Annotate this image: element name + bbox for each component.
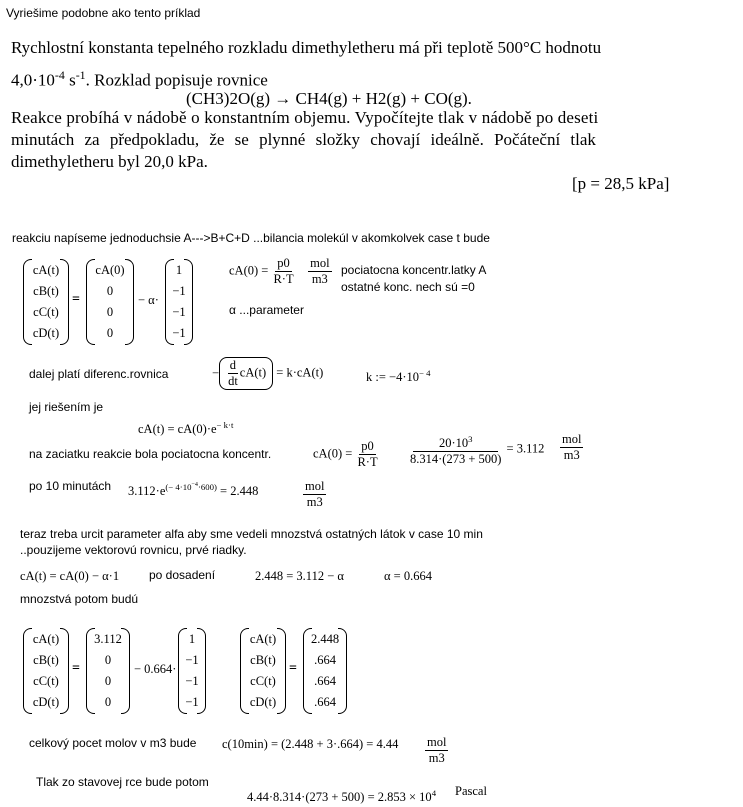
vec-result-2: .664	[314, 674, 336, 688]
rate-constant-value: 4,0·10	[11, 70, 55, 90]
vector-init-2	[86, 628, 130, 714]
vec2-lhs-cA: cA(t)	[32, 632, 60, 646]
vec2-coef-3: −1	[185, 695, 199, 709]
vec3-lhs-cD: cD(t)	[249, 695, 277, 709]
after-exp: (− 4·10	[165, 482, 192, 492]
pressure-label: Tlak zo stavovej rce bude potom	[36, 775, 209, 789]
vector-coef	[165, 259, 193, 345]
vec3-lhs-cA: cA(t)	[249, 632, 277, 646]
diff-paren	[219, 357, 273, 390]
vector-coef-2	[178, 628, 206, 714]
pressure-eq-text: 4.44·8.314·(273 + 500) = 2.853 × 10	[247, 790, 432, 805]
rate-exponent: -4	[54, 68, 65, 82]
k-exponent: − 4	[419, 368, 431, 378]
vec-init-2: 0	[106, 305, 114, 319]
vec2-coef-2: −1	[185, 674, 199, 688]
diff-eq-label: dalej platí diferenc.rovnica	[29, 367, 169, 381]
total-label: celkový pocet molov v m3 bude	[29, 736, 197, 750]
after-equation	[128, 482, 258, 499]
alpha-intro-1: teraz treba urcit parameter alfa aby sme vedeli mnozstvá ostatných látok v case 10 min	[20, 527, 483, 541]
vec-result-3: .664	[314, 695, 336, 709]
vec3-lhs-cC: cC(t)	[250, 674, 276, 688]
RT-den: R·T	[273, 272, 294, 286]
init-result: = 3.112	[506, 441, 545, 456]
rate-unit: s	[64, 70, 76, 90]
note-others-zero: ostatné konc. nech sú =0	[341, 280, 475, 294]
vec2-lhs-cB: cB(t)	[33, 653, 59, 667]
alpha-equation: cA(t) = cA(0) − α·1	[20, 569, 120, 583]
after-unit	[303, 479, 326, 510]
vec-result-0: 2.448	[310, 632, 340, 646]
after-unit-mol: mol	[305, 479, 325, 493]
cA0-lhs: cA(0) =	[229, 263, 269, 278]
init-cA0-lhs: cA(0) =	[313, 446, 353, 461]
vec2-coef-0: 1	[188, 632, 196, 646]
init-cA0	[313, 439, 380, 470]
unit-m3: m3	[311, 272, 328, 286]
note-initial-conc: pociatocna koncentr.latky A	[341, 263, 487, 277]
init-unit	[560, 432, 583, 463]
pascal-unit: Pascal	[455, 784, 487, 798]
diff-d: d	[229, 358, 237, 372]
diff-rhs: = k·cA(t)	[276, 365, 324, 380]
problem-line-1: Rychlostní konstanta tepelného rozkladu dimethyletheru má při teplotě 500°C hodnotu	[11, 38, 602, 57]
problem-line-4: Reakce probíhá v nádobě o konstantním objemu. Vypočítejte tlak v nádobě po deseti	[11, 108, 599, 127]
alpha-substituted: 2.448 = 3.112 − α	[255, 569, 344, 583]
after-base: 3.112·e	[128, 484, 166, 499]
header-text: Vyriešime podobne ako tento príklad	[6, 6, 201, 20]
vec-coef-3: −1	[172, 326, 186, 340]
init-num: 20·10	[438, 436, 469, 451]
vec-init-0: cA(0)	[95, 263, 125, 277]
vec-lhs-cD: cD(t)	[32, 326, 60, 340]
reaction-text: (CH3)2O(g) → CH4(g) + H2(g) + CO(g).	[186, 89, 472, 108]
vector-lhs	[23, 259, 69, 345]
amounts-label: mnozstvá potom budú	[20, 592, 139, 606]
vec2-coef-1: −1	[185, 653, 199, 667]
init-label: na zaciatku reakcie bola pociatocna koncentr.	[29, 447, 272, 461]
init-den: 8.314·(273 + 500)	[410, 452, 502, 467]
total-unit	[425, 735, 448, 766]
minus-alpha: − α·	[138, 293, 159, 307]
vec-init-3: 0	[106, 326, 114, 340]
problem-line-5: minutách za předpokladu, že se plynné složky chovají ideálně. Počáteční tlak	[11, 130, 596, 149]
unit-mol: mol	[310, 256, 330, 270]
total-unit-mol: mol	[427, 735, 447, 749]
vec2-init-0: 3.112	[94, 632, 122, 646]
vec-result-1: .664	[314, 653, 336, 667]
vec-lhs-cB: cB(t)	[33, 284, 59, 298]
vec-coef-0: 1	[175, 263, 183, 277]
total-equation: c(10min) = (2.448 + 3·.664) = 4.44	[222, 737, 399, 751]
vec-coef-1: −1	[172, 284, 186, 298]
minus-alpha-2: − 0.664·	[134, 662, 177, 676]
po-dosadeni: po dosadení	[149, 568, 216, 582]
p0-num: p0	[277, 256, 290, 270]
problem-line-2-tail: . Rozklad popisuje rovnice	[85, 70, 268, 90]
k-definition	[366, 368, 431, 385]
equals-sign-3: =	[289, 661, 297, 676]
vec2-init-1: 0	[104, 653, 112, 667]
diff-dt: dt	[228, 374, 238, 388]
k-def-text: k := −4·10	[366, 370, 419, 385]
vec3-lhs-cB: cB(t)	[250, 653, 276, 667]
after-result: = 2.448	[220, 484, 259, 499]
init-unit-m3: m3	[563, 448, 580, 462]
cA0-definition	[229, 256, 332, 287]
alpha-value: α = 0.664	[384, 569, 432, 583]
diff-equation: − $\frac{d}{dt}$ cA(t) = k·cA(t)	[212, 358, 324, 388]
rate-unit-exponent: -1	[75, 68, 86, 82]
solution-intro: reakciu napíseme jednoduchsie A--->B+C+D ...bilancia molekúl v akomkolvek case t bude	[12, 231, 490, 245]
vec-lhs-cC: cC(t)	[33, 305, 59, 319]
vector-init	[86, 259, 134, 345]
vec-coef-2: −1	[172, 305, 186, 319]
init-num-exp: 3	[468, 434, 473, 444]
equals-sign-2: =	[72, 661, 80, 676]
pressure-exp: 4	[431, 788, 437, 798]
total-unit-m3: m3	[428, 751, 445, 765]
init-unit-mol: mol	[562, 432, 582, 446]
alpha-parameter: α ...parameter	[229, 303, 304, 317]
vector-lhs-3	[240, 628, 286, 714]
answer: [p = 28,5 kPa]	[572, 174, 670, 193]
init-fraction	[408, 432, 544, 467]
vec2-lhs-cC: cC(t)	[33, 674, 59, 688]
vector-result	[303, 628, 347, 714]
vec-lhs-cA: cA(t)	[32, 263, 60, 277]
after-unit-m3: m3	[306, 495, 323, 509]
vector-lhs-2	[23, 628, 69, 714]
after-exp3: ·600)	[197, 482, 217, 492]
solution-label: jej riešením je	[29, 400, 104, 414]
vec-init-1: 0	[106, 284, 114, 298]
after-exp2: −4	[191, 482, 198, 489]
solution-equation	[138, 420, 233, 437]
vec2-init-3: 0	[104, 695, 112, 709]
diff-ca: cA(t)	[239, 365, 267, 380]
vec2-init-2: 0	[104, 674, 112, 688]
sol-exponent: − k·t	[216, 420, 234, 430]
vec2-lhs-cD: cD(t)	[32, 695, 60, 709]
after-label: po 10 minutách	[29, 479, 112, 493]
alpha-intro-2: ..pouzijeme vektorovú rovnicu, prvé riadky.	[20, 543, 247, 557]
sol-eq-text: cA(t) = cA(0)·e	[138, 422, 217, 437]
problem-line-6: dimethyletheru byl 20,0 kPa.	[11, 152, 208, 171]
pressure-equation	[247, 788, 436, 805]
equals-sign: =	[72, 292, 80, 307]
init-p0: p0	[361, 439, 374, 453]
init-RT: R·T	[357, 455, 378, 469]
